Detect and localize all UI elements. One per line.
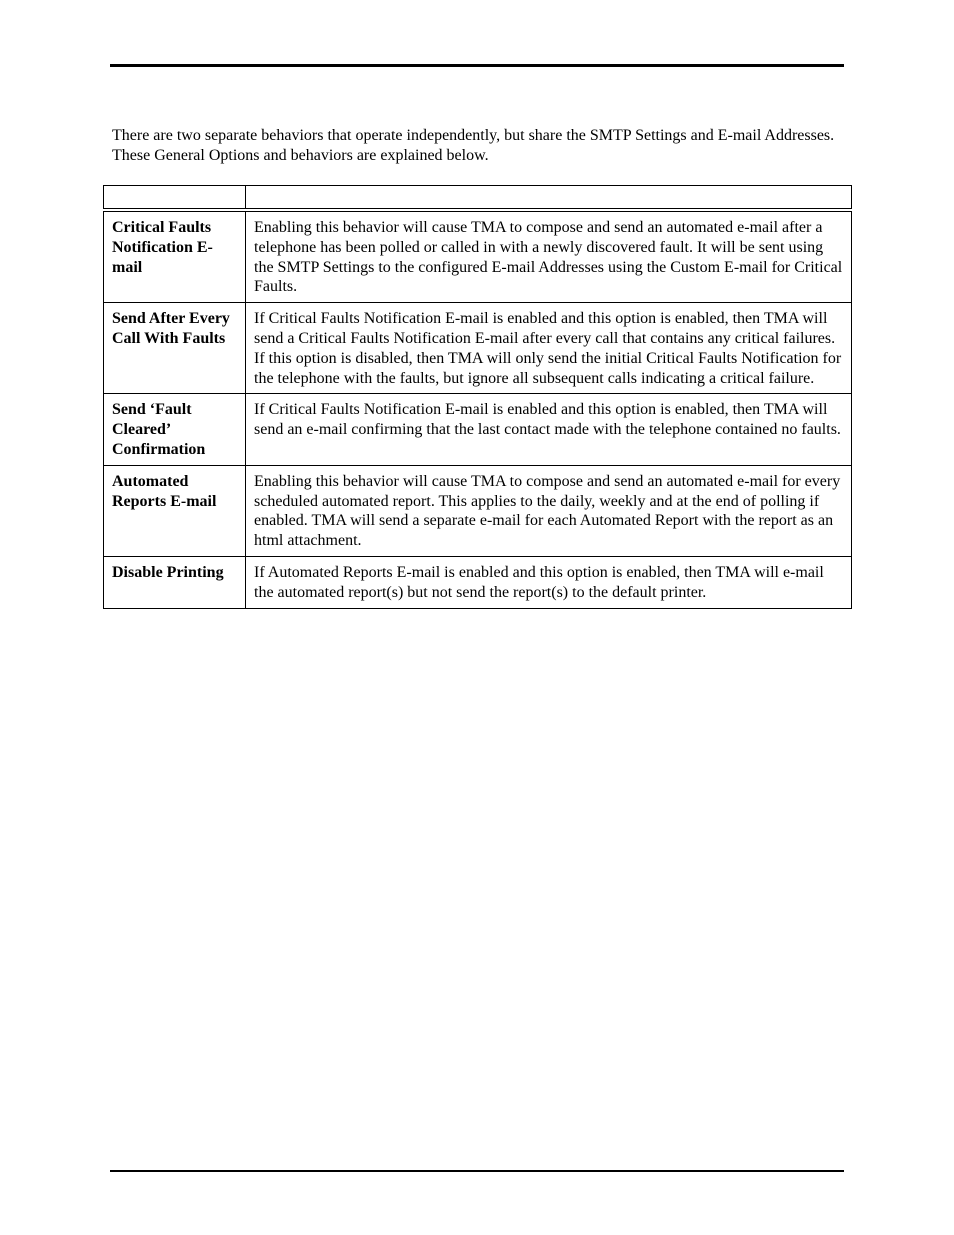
option-description: If Automated Reports E-mail is enabled and this option is enabled, then TMA will e-mail the automated report(s) but not send the report(s) to the default printer.: [246, 556, 852, 608]
table-row: [104, 210, 852, 303]
option-name: Automated Reports E-mail: [104, 465, 246, 556]
header-rule: [110, 64, 844, 67]
table-header-row: [104, 186, 852, 211]
option-description: Enabling this behavior will cause TMA to compose and send an automated e-mail for every scheduled automated report. This applies to the daily, weekly and at the end of polling if enabled. TMA will send a separate e-mail for each Automated Report with the report as an html attachment.: [246, 465, 852, 556]
option-description: If Critical Faults Notification E-mail is enabled and this option is enabled, then TMA will send a Critical Faults Notification E-mail after every call that contains any critical failures. If this option is disabled, then TMA will only send the initial Critical Faults Notification for the telephone with the faults, but ignore all subsequent calls indicating a critical failure.: [246, 303, 852, 394]
option-description: If Critical Faults Notification E-mail is enabled and this option is enabled, then TMA will send an e-mail confirming that the last contact made with the telephone contained no faults.: [246, 394, 852, 465]
intro-paragraph: There are two separate behaviors that operate independently, but share the SMTP Settings and E-mail Addresses. These General Options and behaviors are explained below.: [112, 127, 835, 164]
option-name: Disable Printing: [104, 556, 246, 608]
table-row: [104, 394, 852, 465]
table-row: [104, 556, 852, 608]
option-name: Critical Faults Notification E-mail: [104, 210, 246, 303]
header-option: [104, 186, 246, 211]
option-description: Enabling this behavior will cause TMA to compose and send an automated e-mail after a telephone has been polled or called in with a newly discovered fault. It will be sent using the SMTP Settings to the configured E-mail Addresses using the Custom E-mail for Critical Faults.: [246, 210, 852, 303]
options-table: [103, 185, 852, 609]
header-description: [246, 186, 852, 211]
table-row: [104, 465, 852, 556]
table-row: [104, 303, 852, 394]
option-name: Send ‘Fault Cleared’ Confirmation: [104, 394, 246, 465]
footer-rule: [110, 1170, 844, 1172]
option-name: Send After Every Call With Faults: [104, 303, 246, 394]
